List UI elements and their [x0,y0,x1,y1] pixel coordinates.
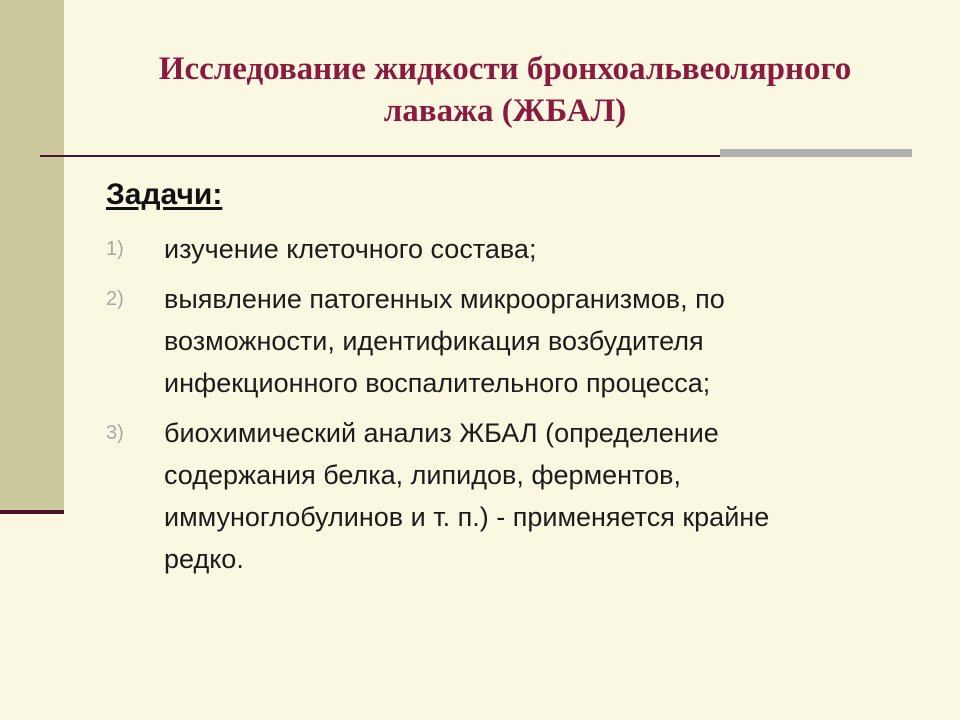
task-text-line: иммуноглобулинов и т. п.) - применяется крайне [164,502,770,532]
task-item-1 [106,228,906,270]
task-item-2 [106,278,906,404]
task-text-line: изучение клеточного состава; [164,234,537,264]
task-text [164,278,906,404]
tasks-heading: Задачи: [106,178,223,211]
task-text-line: выявление патогенных микроорганизмов, по [164,284,725,314]
slide-title [90,48,920,132]
task-list [106,228,906,588]
task-item-3 [106,412,906,580]
slide-title-line-2: лаважа (ЖБАЛ) [383,93,627,129]
task-text [164,412,906,580]
task-text-line: биохимический анализ ЖБАЛ (определение [164,418,719,448]
task-text-line: возможности, идентификация возбудителя [164,326,704,356]
task-text-line: инфекционного воспалительного процесса; [164,368,711,398]
task-text-line: содержания белка, липидов, ферментов, [164,460,681,490]
task-number: 2) [106,288,124,310]
slide-title-line-1: Исследование жидкости бронхоальвеолярного [158,51,852,87]
side-band-decoration [0,0,64,512]
task-text [164,228,906,270]
side-band-rule [0,510,64,514]
title-divider-accent [720,149,912,157]
task-number: 1) [106,238,124,260]
task-text-line: редко. [164,544,244,574]
task-number: 3) [106,422,124,444]
